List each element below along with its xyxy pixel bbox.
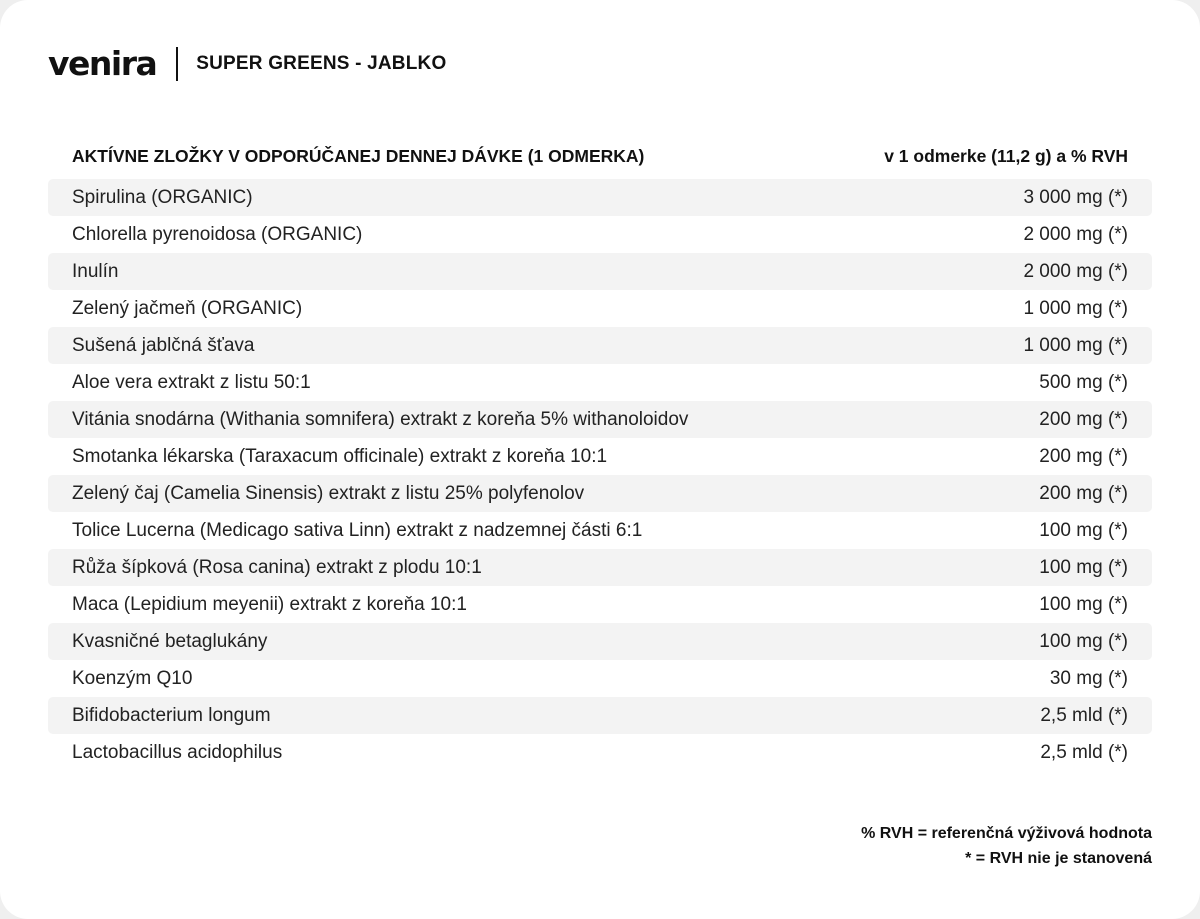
table-row [48, 475, 1152, 512]
ingredient-name: Tolice Lucerna (Medicago sativa Linn) extrakt z nadzemnej části 6:1 [72, 519, 643, 541]
ingredient-amount: 500 mg (*) [1039, 371, 1128, 393]
ingredient-amount: 100 mg (*) [1039, 593, 1128, 615]
table-row [48, 623, 1152, 660]
ingredient-name: Vitánia snodárna (Withania somnifera) extrakt z koreňa 5% withanoloidov [72, 408, 689, 430]
footnote-asterisk: * = RVH nie je stanovená [965, 850, 1152, 867]
ingredient-amount: 2 000 mg (*) [1023, 223, 1128, 245]
table-row [48, 401, 1152, 438]
table-row [48, 512, 1152, 549]
table-row [48, 660, 1152, 697]
ingredient-name: Inulín [72, 260, 119, 282]
table-row [48, 586, 1152, 623]
ingredient-name: Kvasničné betaglukány [72, 630, 268, 652]
ingredient-amount: 2,5 mld (*) [1040, 741, 1128, 763]
table-row [48, 734, 1152, 771]
table-body [48, 179, 1152, 771]
ingredient-amount: 200 mg (*) [1039, 408, 1128, 430]
table-header [48, 137, 1152, 175]
ingredient-name: Spirulina (ORGANIC) [72, 186, 253, 208]
table-row [48, 549, 1152, 586]
ingredient-name: Aloe vera extrakt z listu 50:1 [72, 371, 311, 393]
ingredient-amount: 1 000 mg (*) [1023, 297, 1128, 319]
ingredient-name: Maca (Lepidium meyenii) extrakt z koreňa 10:1 [72, 593, 467, 615]
ingredient-amount: 2,5 mld (*) [1040, 704, 1128, 726]
ingredient-name: Zelený jačmeň (ORGANIC) [72, 297, 303, 319]
ingredient-name: Bifidobacterium longum [72, 704, 271, 726]
ingredient-amount: 30 mg (*) [1049, 667, 1128, 689]
table-row [48, 216, 1152, 253]
header-divider [176, 47, 178, 81]
table-row [48, 253, 1152, 290]
table-header-ingredients: AKTÍVNE ZLOŽKY V ODPORÚČANEJ DENNEJ DÁVKE (1 ODMERKA) [72, 145, 645, 166]
ingredient-amount: 100 mg (*) [1039, 519, 1128, 541]
ingredient-amount: 3 000 mg (*) [1023, 186, 1128, 208]
product-title: SUPER GREENS - JABLKO [196, 53, 447, 74]
table-header-amount: v 1 odmerke (11,2 g) a % RVH [884, 145, 1128, 166]
ingredient-amount: 200 mg (*) [1039, 482, 1128, 504]
ingredient-amount: 1 000 mg (*) [1023, 334, 1128, 356]
ingredients-table [48, 137, 1152, 771]
ingredient-amount: 100 mg (*) [1039, 556, 1128, 578]
ingredient-name: Zelený čaj (Camelia Sinensis) extrakt z listu 25% polyfenolov [72, 482, 585, 504]
ingredient-name: Růža šípková (Rosa canina) extrakt z plodu 10:1 [72, 556, 482, 578]
page-header [48, 44, 446, 84]
table-row [48, 697, 1152, 734]
ingredient-amount: 2 000 mg (*) [1023, 260, 1128, 282]
ingredient-name: Chlorella pyrenoidosa (ORGANIC) [72, 223, 363, 245]
ingredient-amount: 200 mg (*) [1039, 445, 1128, 467]
footnotes [861, 821, 1152, 871]
table-row [48, 290, 1152, 327]
footnote-rvh: % RVH = referenčná výživová hodnota [861, 825, 1152, 842]
ingredient-name: Koenzým Q10 [72, 667, 193, 689]
table-row [48, 438, 1152, 475]
ingredient-name: Lactobacillus acidophilus [72, 741, 283, 763]
ingredient-name: Sušená jablčná šťava [72, 334, 255, 356]
table-row [48, 364, 1152, 401]
table-row [48, 179, 1152, 216]
brand-logo: venira [48, 44, 157, 83]
ingredient-amount: 100 mg (*) [1039, 630, 1128, 652]
table-row [48, 327, 1152, 364]
ingredient-name: Smotanka lékarska (Taraxacum officinale) extrakt z koreňa 10:1 [72, 445, 608, 467]
